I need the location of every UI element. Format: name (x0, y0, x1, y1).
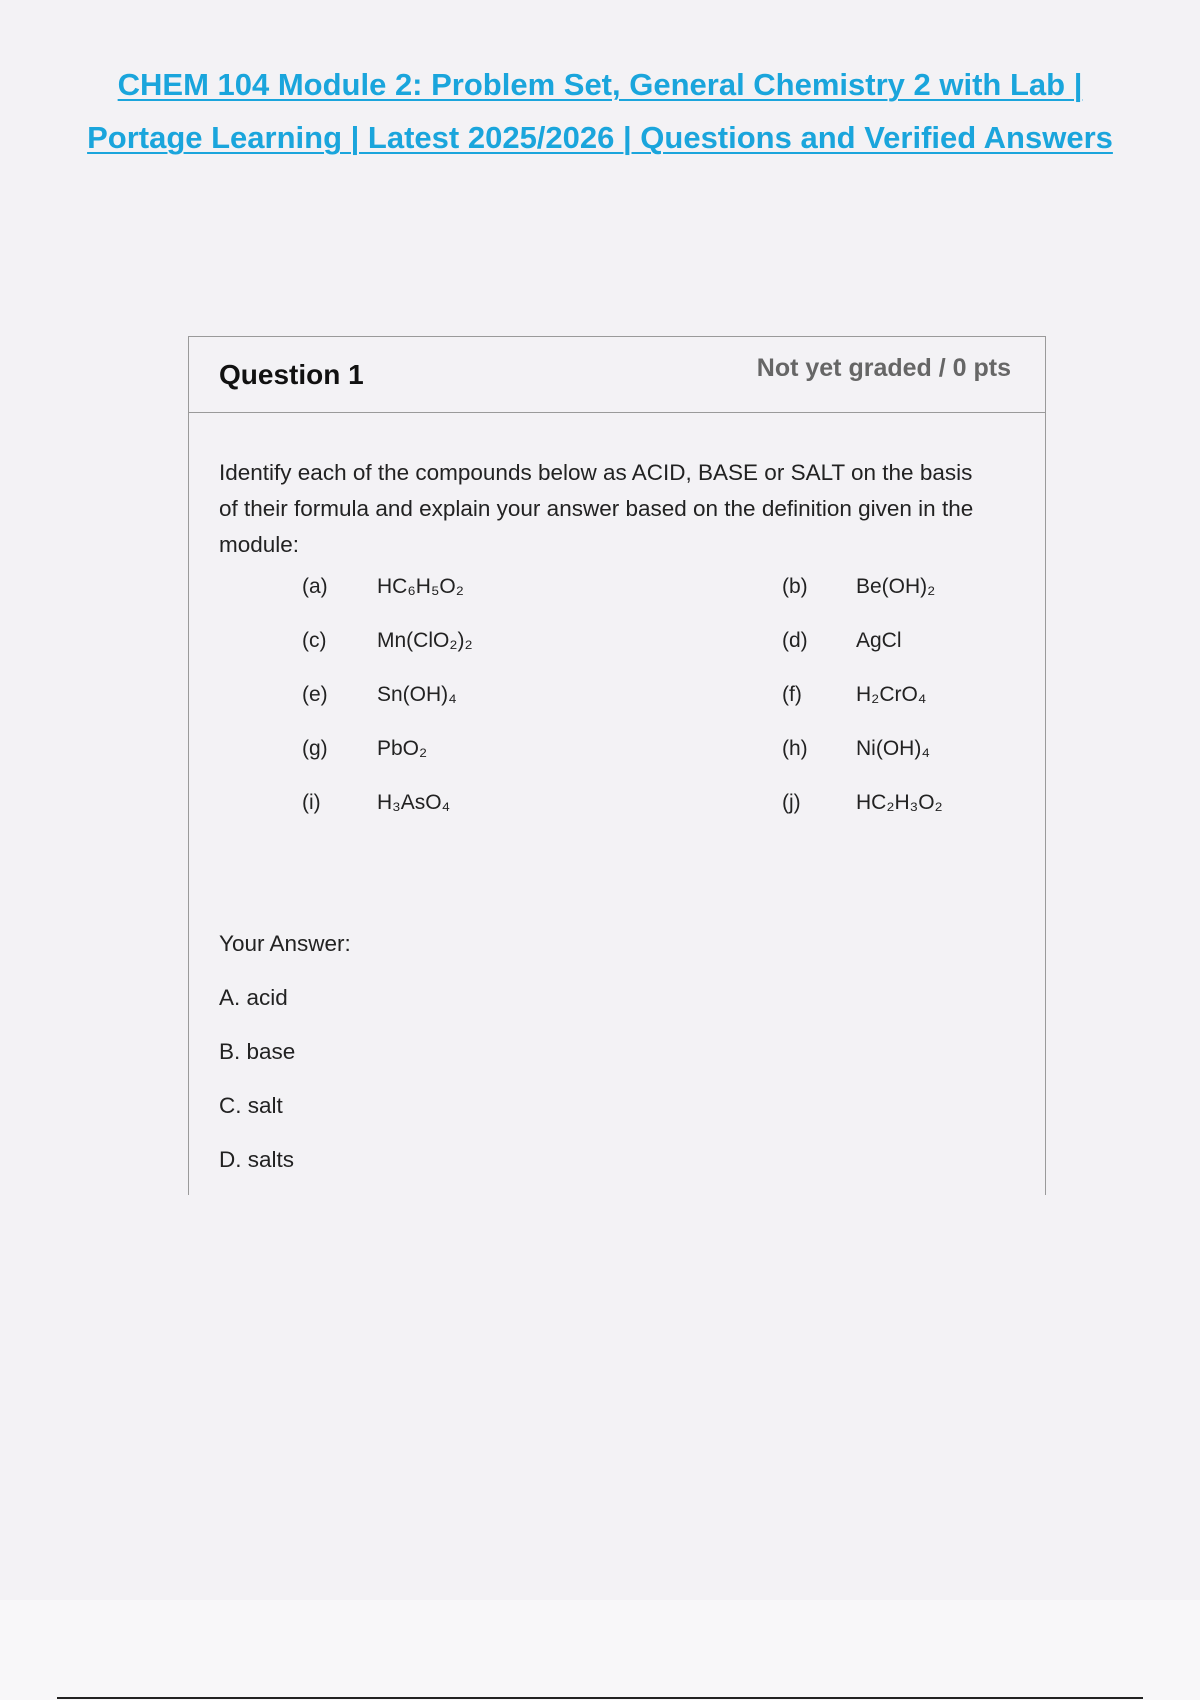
compound-row (189, 683, 1045, 737)
compound-letter: (a) (302, 575, 328, 598)
compound-letter: (g) (302, 737, 328, 760)
compound-letter: (j) (782, 791, 801, 814)
compound-row (189, 737, 1045, 791)
page-footer (0, 1600, 1200, 1700)
compound-formula: AgCl (856, 629, 902, 652)
compound-letter: (e) (302, 683, 328, 706)
compound-letter: (c) (302, 629, 327, 652)
question-number: Question 1 (219, 359, 364, 390)
compound-letter: (h) (782, 737, 808, 760)
question-header (189, 337, 1045, 413)
answer-option-a[interactable]: A. acid (219, 985, 288, 1010)
document-title (40, 58, 1160, 164)
compound-formula: PbO₂ (377, 737, 428, 760)
compound-formula: H₂CrO₄ (856, 683, 927, 706)
compound-formula: Mn(ClO₂)₂ (377, 629, 473, 652)
compound-row (189, 791, 1045, 845)
compound-formula: HC₆H₅O₂ (377, 575, 464, 598)
answer-option-b[interactable]: B. base (219, 1039, 296, 1064)
question-grade-status: Not yet graded / 0 pts (756, 354, 1011, 382)
compound-letter: (d) (782, 629, 808, 652)
compound-formula: Ni(OH)₄ (856, 737, 930, 760)
your-answer-label: Your Answer: (219, 931, 351, 956)
compound-row (189, 629, 1045, 683)
answer-option-d[interactable]: D. salts (219, 1147, 295, 1172)
question-card (188, 336, 1046, 1195)
compound-formula: Sn(OH)₄ (377, 683, 457, 706)
answer-list (219, 985, 295, 1201)
compound-list (189, 575, 1045, 845)
compound-formula: HC₂H₃O₂ (856, 791, 943, 814)
compound-letter: (i) (302, 791, 321, 814)
answer-option-c[interactable]: C. salt (219, 1093, 283, 1118)
compound-letter: (b) (782, 575, 808, 598)
footer-divider (57, 1697, 1143, 1699)
compound-formula: H₃AsO₄ (377, 791, 451, 814)
title-link-line-1[interactable]: CHEM 104 Module 2: Problem Set, General Chemistry 2 with Lab | (117, 67, 1083, 102)
compound-row (189, 575, 1045, 629)
title-link-line-2[interactable]: Portage Learning | Latest 2025/2026 | Questions and Verified Answers (87, 120, 1113, 155)
compound-formula: Be(OH)₂ (856, 575, 936, 598)
question-prompt: Identify each of the compounds below as ACID, BASE or SALT on the basis of their formula and explain your answer based on the definition given in the module: (219, 460, 974, 557)
compound-letter: (f) (782, 683, 802, 706)
